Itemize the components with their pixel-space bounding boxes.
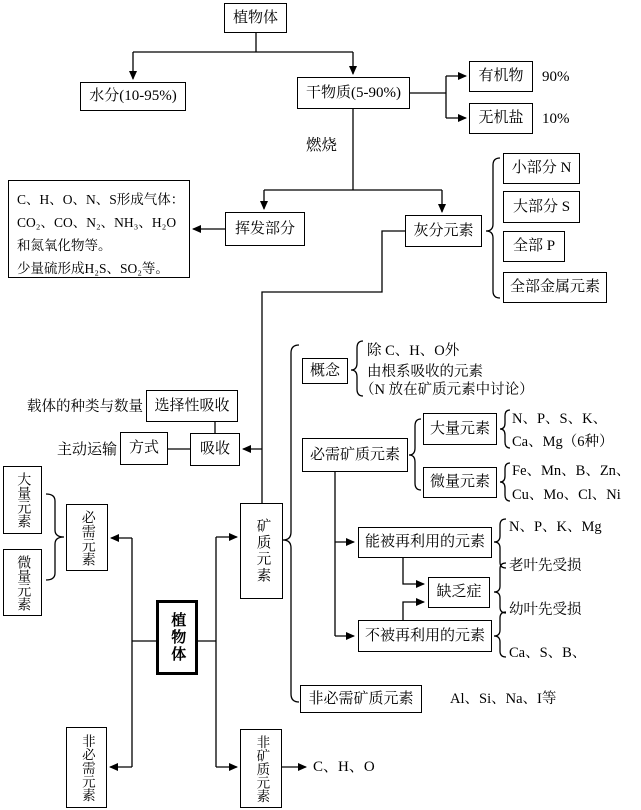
node-absorption: 吸收: [190, 433, 240, 466]
gas-note-box: [8, 180, 190, 278]
macro-items-line-1: N、P、S、K、: [512, 411, 608, 427]
node-micro-elements: 微量元素: [423, 467, 497, 498]
reusable-items-label: N、P、K、Mg: [509, 519, 602, 535]
node-inorganic-salt: 无机盐: [469, 103, 533, 134]
node-mineral-elements: 矿质元素: [240, 503, 283, 599]
node-organic: 有机物: [469, 61, 533, 92]
node-plant-top: 植物体: [224, 3, 287, 33]
node-concept: 概念: [302, 358, 348, 384]
burning-label: 燃烧: [306, 137, 338, 154]
non-required-items-label: Al、Si、Na、I等: [450, 691, 557, 707]
node-mode: 方式: [120, 432, 168, 465]
node-ash-item-s: 大部分 S: [503, 191, 580, 223]
node-selective-absorption: 选择性吸收: [146, 390, 238, 422]
gas-note-line-4: 少量硫形成H₂S、SO₂等。: [17, 261, 169, 276]
concept-line-1: 除 C、H、O外: [367, 343, 460, 359]
organic-percentage: 90%: [542, 69, 570, 85]
nonreusable-items-label: Ca、S、B、: [509, 645, 587, 661]
concept-line-3: （N 放在矿质元素中讨论）: [360, 382, 534, 398]
active-transport-label: 主动运输: [57, 442, 118, 458]
node-nonessential-elements: 非必需元素: [66, 727, 107, 808]
node-nonreusable-elements: 不被再利用的元素: [358, 620, 492, 652]
gas-note-line-1: C、H、O、N、S形成气体：: [17, 192, 185, 207]
node-reusable-elements: 能被再利用的元素: [358, 527, 492, 558]
inorganic-percentage: 10%: [542, 111, 570, 127]
cho-label: C、H、O: [313, 759, 375, 775]
node-required-mineral-elements: 必需矿质元素: [302, 438, 408, 472]
old-leaf-label: 老叶先受损: [509, 558, 582, 574]
node-plant-center: 植物体: [156, 600, 198, 675]
node-ash-elements: 灰分元素: [405, 215, 482, 247]
node-ash-item-n: 小部分 N: [503, 153, 580, 184]
node-deficiency: 缺乏症: [428, 577, 490, 608]
node-dry-matter: 干物质(5-90%): [297, 77, 410, 109]
node-ash-item-metals: 全部金属元素: [503, 272, 607, 303]
node-non-required-mineral-elements: 非必需矿质元素: [300, 685, 422, 713]
node-macro-elements: 大量元素: [423, 413, 497, 445]
gas-note-line-2: CO₂、CO、N₂、NH₃、H₂O: [17, 215, 177, 230]
carrier-label: 载体的种类与数量: [27, 399, 143, 415]
micro-items-line-1: Fe、Mn、B、Zn、: [512, 463, 631, 479]
node-ash-item-p: 全部 P: [503, 231, 565, 262]
macro-items-line-2: Ca、Mg（6种）: [512, 434, 614, 450]
gas-note-line-3: 和氮氧化物等。: [17, 238, 112, 253]
young-leaf-label: 幼叶先受损: [509, 602, 582, 618]
node-micro-elements-left: 微量元素: [3, 549, 42, 616]
node-essential-elements: 必需元素: [66, 504, 108, 571]
node-macro-elements-left: 大量元素: [3, 466, 42, 534]
node-nonmineral-elements: 非矿质元素: [240, 729, 282, 808]
node-water: 水分(10-95%): [80, 82, 186, 111]
concept-line-2: 由根系吸收的元素: [367, 364, 483, 380]
node-volatile-part: 挥发部分: [225, 212, 305, 246]
micro-items-line-2: Cu、Mo、Cl、Ni: [512, 487, 621, 503]
